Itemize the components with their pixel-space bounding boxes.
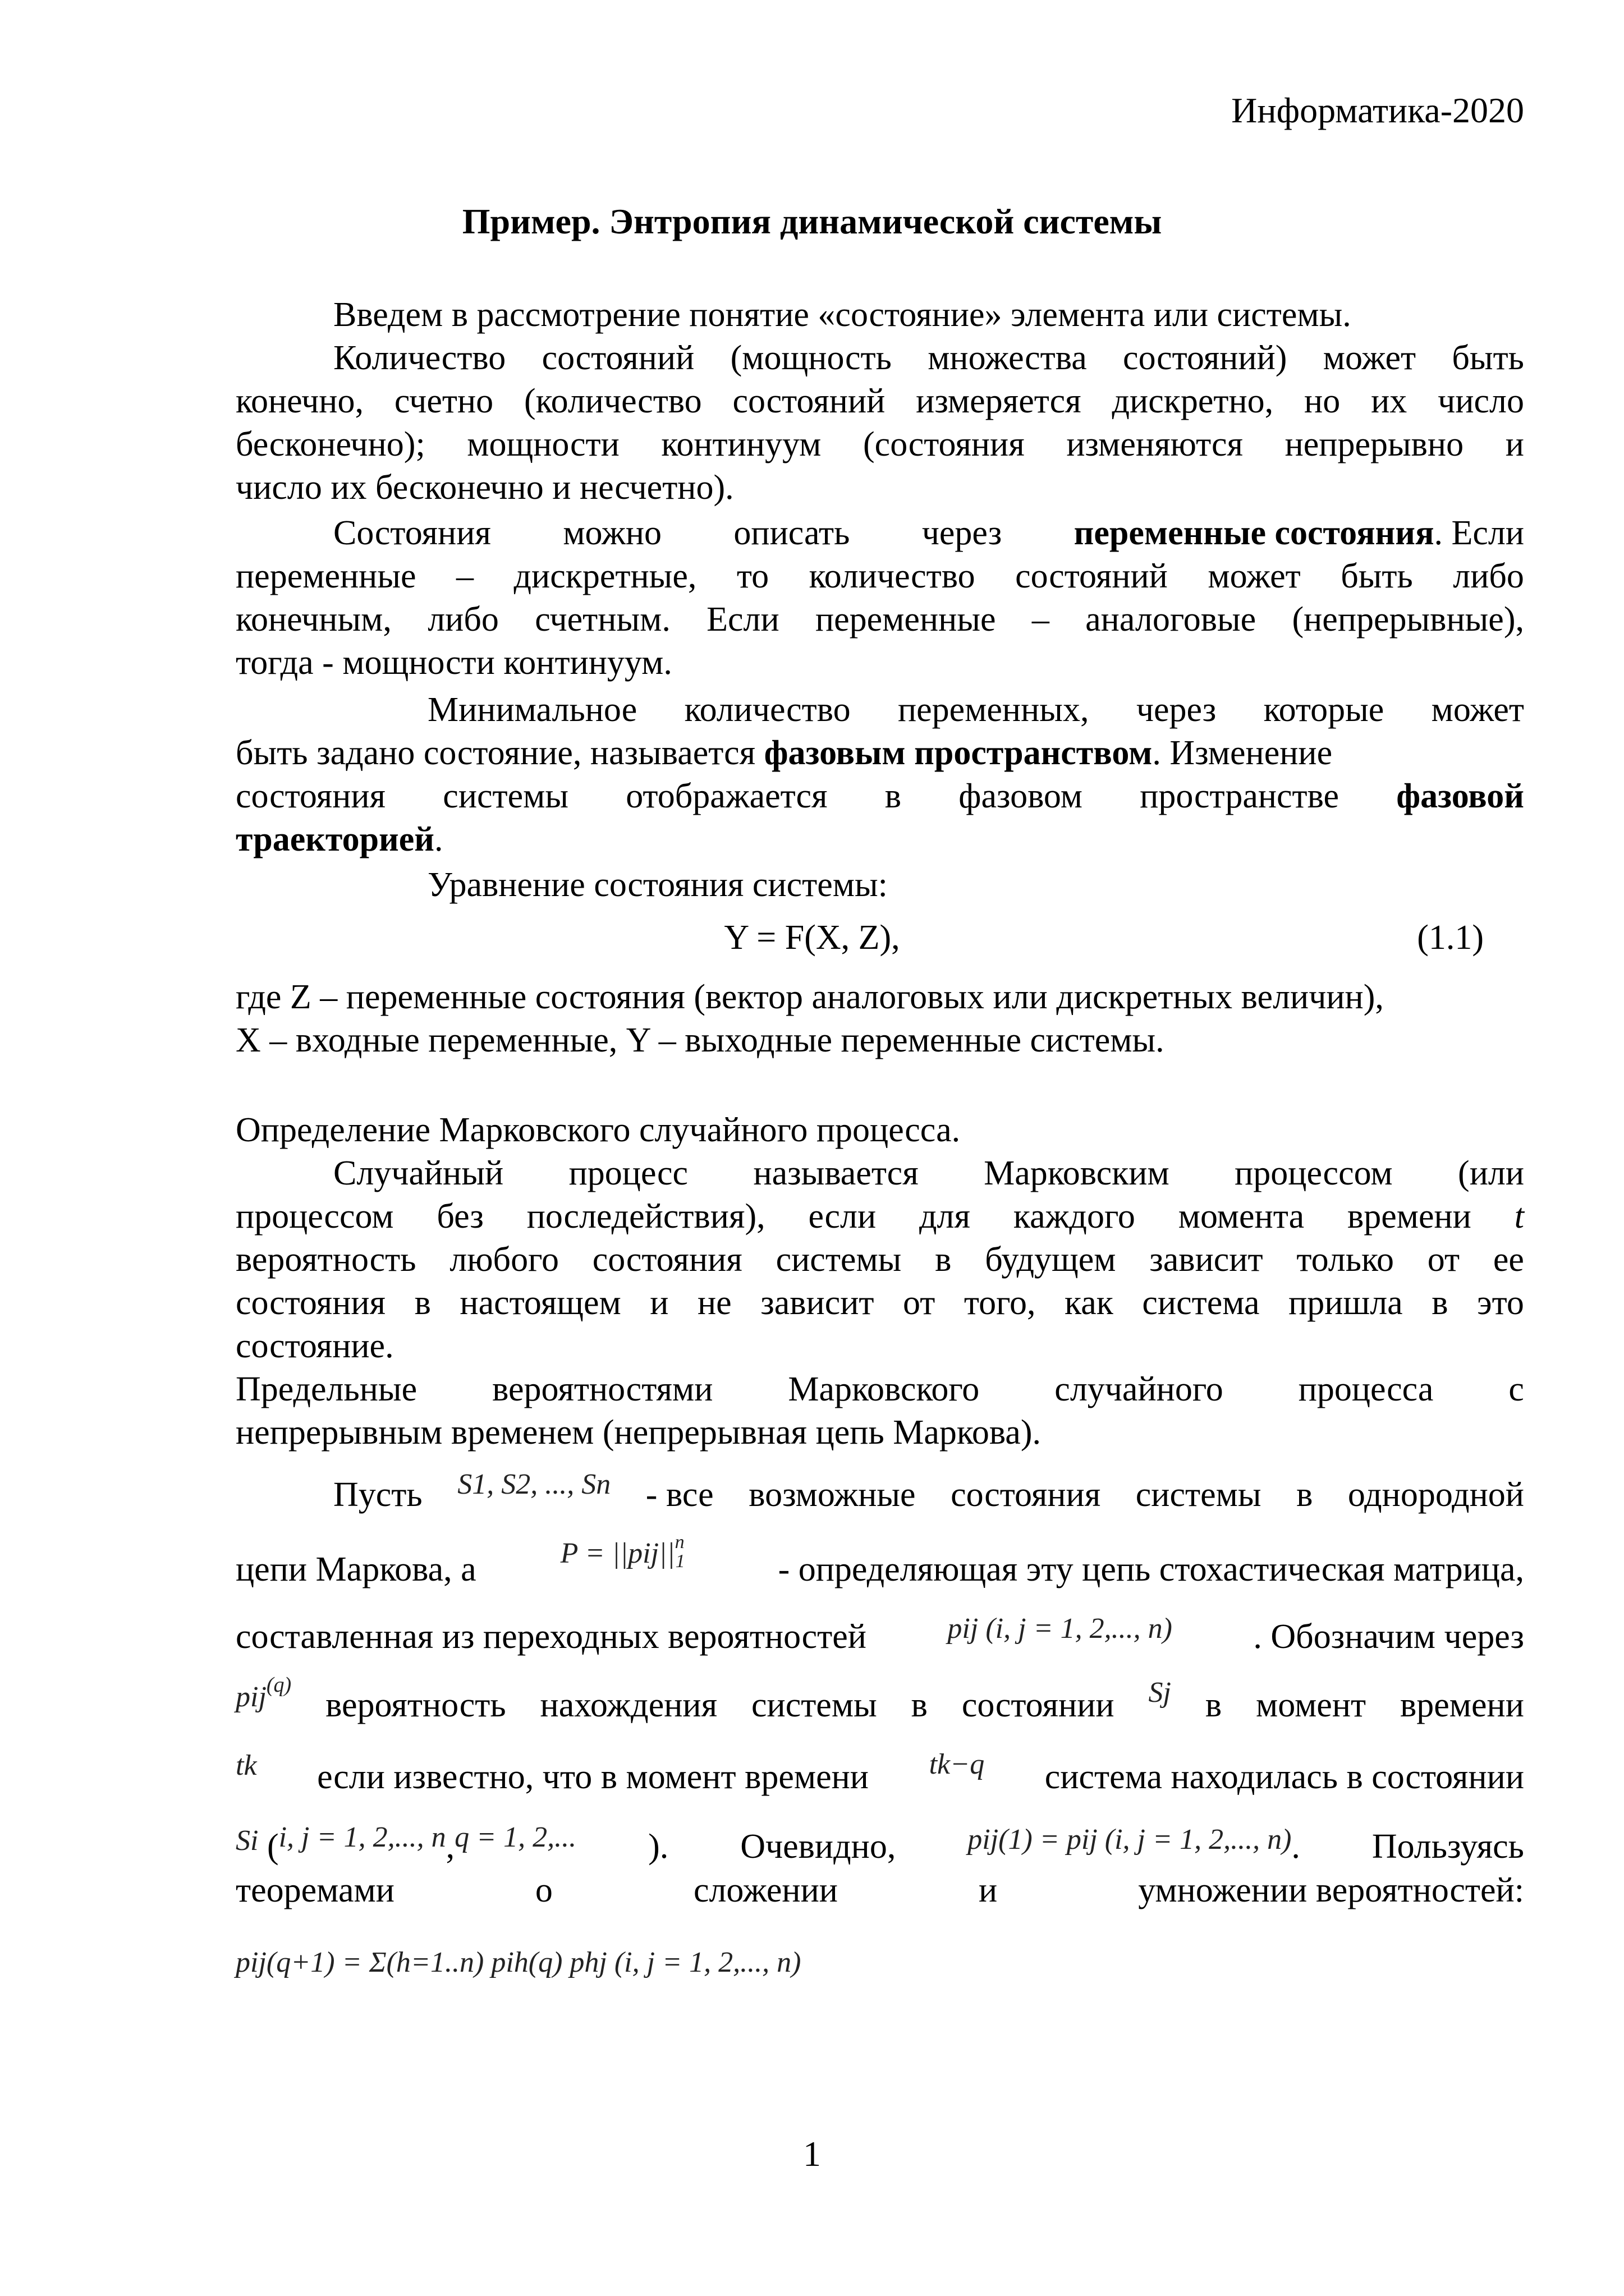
word: умножении вероятностей: <box>1138 1871 1524 1909</box>
word: и <box>978 1871 998 1909</box>
bold-term-phase-space: фазовым пространством <box>764 734 1153 772</box>
word: множества <box>928 339 1087 377</box>
word: их <box>1371 382 1407 420</box>
word: состояний <box>542 339 695 377</box>
math-q-range: q = 1, 2,... <box>455 1821 577 1853</box>
paragraph-markov-line <box>236 1195 1524 1238</box>
word: системы <box>443 777 569 815</box>
word: быть <box>1452 339 1524 377</box>
paragraph-variables-line <box>236 598 1524 641</box>
word: счетно <box>394 382 494 420</box>
paragraph-let-line <box>236 1748 1524 1799</box>
paragraph-markov-line <box>236 1238 1524 1282</box>
word: от <box>903 1284 935 1322</box>
word: – <box>1031 600 1049 639</box>
text-run: быть задано состояние, называется фазовым пространством. Изменение <box>236 734 1333 772</box>
text-run: ). <box>648 1827 669 1866</box>
paragraph-variables-line: тогда - мощности континуум. <box>236 644 672 682</box>
math-time-tk: tk <box>236 1749 257 1781</box>
word: любого <box>449 1241 559 1279</box>
paragraph-where: где Z – переменные состояния (вектор аналоговых или дискретных величин), <box>236 978 1384 1016</box>
math-group: $^{pij(1) = pij (i, j = 1, 2,..., n)}$. <box>967 1824 1300 1866</box>
word: случайного <box>1054 1370 1223 1408</box>
word: Предельные <box>236 1370 418 1408</box>
word: вероятность <box>236 1241 416 1279</box>
word: состояния <box>951 1476 1101 1514</box>
paragraph-let-line <box>236 1821 1524 1871</box>
word: в <box>884 777 902 815</box>
word: то <box>736 557 769 595</box>
word: того, <box>964 1284 1036 1322</box>
paragraph-let-line <box>236 1615 1524 1659</box>
word: может <box>1431 691 1524 729</box>
word: от <box>1427 1241 1460 1279</box>
word: процессом <box>236 1197 394 1236</box>
paragraph-states-line: число их бесконечно и несчетно). <box>236 469 734 507</box>
word: может <box>1208 557 1301 595</box>
paragraph-markov-line <box>333 1151 1524 1195</box>
word: и <box>650 1284 669 1322</box>
word: либо <box>1453 557 1524 595</box>
word: но <box>1304 382 1341 420</box>
math-states-list: S1, S2, ..., Sn <box>457 1468 611 1500</box>
paragraph-variables-line <box>236 554 1524 598</box>
word: вероятностями <box>492 1370 713 1408</box>
word: описать <box>733 514 850 552</box>
word: процесса <box>1298 1370 1434 1408</box>
word: пространстве <box>1140 777 1339 815</box>
word: (или <box>1458 1154 1524 1192</box>
word: возможные <box>749 1476 916 1514</box>
word: времени <box>1347 1197 1471 1236</box>
word: ее <box>1493 1241 1524 1279</box>
math-state-si: Si <box>236 1825 259 1857</box>
word: через <box>1136 691 1217 729</box>
word: система <box>1142 1284 1260 1322</box>
word: через <box>921 514 1002 552</box>
paragraph-phase-line <box>236 774 1524 818</box>
word: Пусть <box>333 1476 423 1514</box>
math-index-range: i, j = 1, 2,..., n <box>278 1821 446 1853</box>
word: Минимальное <box>428 691 637 729</box>
word: как <box>1065 1284 1113 1322</box>
word: состояний <box>732 382 886 420</box>
math-group: $^{Si}$ ($^{i, j = 1, 2,..., n}$,$^{q = 1, 2,...}$ <box>236 1821 577 1866</box>
word: нахождения <box>540 1686 718 1724</box>
word: измеряется <box>916 382 1081 420</box>
word: переменные <box>815 600 996 639</box>
word: (количество <box>524 382 702 420</box>
word: переменных, <box>897 691 1089 729</box>
word: называется <box>753 1154 919 1192</box>
paragraph-phase-line <box>428 688 1524 732</box>
word: отображается <box>626 777 828 815</box>
paragraph-state-equation: Уравнение состояния системы: <box>428 866 888 904</box>
word: Марковского <box>788 1370 980 1408</box>
word: это <box>1477 1284 1524 1322</box>
word: состоянии <box>961 1686 1114 1724</box>
math-first-step-equality: pij(1) = pij (i, j = 1, 2,..., n) <box>967 1824 1292 1856</box>
word: в <box>1432 1284 1448 1322</box>
italic-variable-t: t <box>1514 1197 1524 1236</box>
paragraph-states-line <box>333 336 1524 380</box>
word: состояния <box>236 777 386 815</box>
word: дискретно, <box>1112 382 1274 420</box>
word: - все <box>645 1476 714 1514</box>
word: не <box>698 1284 732 1322</box>
text-run: система находилась в состоянии <box>1044 1758 1524 1796</box>
math-state-sj: Sj <box>1148 1677 1171 1709</box>
word: процессом <box>1235 1154 1393 1192</box>
math-transition-matrix: $P = ||pij||^n1$ <box>560 1532 685 1572</box>
word: аналоговые <box>1085 600 1256 639</box>
equation-text: Y = F(X, Z), <box>724 919 900 957</box>
word: пришла <box>1288 1284 1403 1322</box>
word: Пользуясь <box>1371 1827 1524 1866</box>
paragraph-phase-line <box>236 731 1524 775</box>
word: в <box>935 1241 952 1279</box>
text-run: если известно, что в момент времени <box>317 1758 869 1796</box>
paragraph-limit-probabilities <box>236 1367 1524 1411</box>
paragraph-intro: Введем в рассмотрение понятие «состояние» элемента или системы. <box>333 296 1351 334</box>
word: дискретные, <box>513 557 697 595</box>
word: Случайный <box>333 1154 504 1192</box>
word: каждого <box>1013 1197 1135 1236</box>
equation-line <box>0 916 1624 959</box>
word: однородной <box>1347 1476 1524 1514</box>
word: момента <box>1178 1197 1305 1236</box>
text-run: - определяющая эту цепь стохастическая матрица, <box>778 1550 1524 1588</box>
paragraph-limit-probabilities: непрерывным временем (непрерывная цепь Маркова). <box>236 1413 1041 1452</box>
word: может <box>1323 339 1416 377</box>
word: вероятность <box>325 1686 506 1724</box>
word: Очевидно, <box>740 1827 896 1866</box>
word: либо <box>428 600 499 639</box>
word: времени <box>1400 1686 1524 1724</box>
word: Состояния <box>333 514 491 552</box>
paragraph-let-line <box>236 1673 1524 1729</box>
word: бесконечно); <box>236 425 425 463</box>
word: состояний <box>1015 557 1168 595</box>
word: для <box>919 1197 971 1236</box>
word: счетным. <box>535 600 671 639</box>
word: непрерывно <box>1284 425 1464 463</box>
word: Если <box>707 600 779 639</box>
word: переменные <box>236 557 416 595</box>
paragraph-variables-line <box>333 511 1524 555</box>
word: зависит <box>760 1284 874 1322</box>
word: конечным, <box>236 600 392 639</box>
document-title: Пример. Энтропия динамической системы <box>462 201 1162 241</box>
word: с <box>1508 1370 1524 1408</box>
word: изменяются <box>1066 425 1243 463</box>
word: без <box>437 1197 484 1236</box>
text-run: . Обозначим через <box>1253 1618 1524 1656</box>
page-number: 1 <box>803 2134 821 2174</box>
text-run: цепи Маркова, а <box>236 1550 476 1588</box>
text-run: составленная из переходных вероятностей <box>236 1618 866 1656</box>
paragraph-where: X – входные переменные, Y – выходные переменные системы. <box>236 1021 1164 1059</box>
word: в <box>911 1686 928 1724</box>
word: состояния <box>236 1284 386 1322</box>
word: (непрерывные), <box>1292 600 1524 639</box>
word: (состояния <box>863 425 1025 463</box>
word: если <box>808 1197 877 1236</box>
word: теоремами <box>236 1871 394 1909</box>
word: быть <box>1341 557 1413 595</box>
word: момент <box>1256 1686 1366 1724</box>
math-time-tk-q: tk−q <box>929 1748 985 1780</box>
word: последействия), <box>526 1197 765 1236</box>
word: системы <box>776 1241 902 1279</box>
word: – <box>456 557 474 595</box>
word: будущем <box>985 1241 1116 1279</box>
word: о <box>535 1871 553 1909</box>
word: Количество <box>333 339 506 377</box>
running-header: Информатика-2020 <box>1231 90 1524 130</box>
word: фазовом <box>958 777 1082 815</box>
word: континуум <box>661 425 822 463</box>
bold-term-phase: фазовой <box>1396 777 1524 815</box>
word: настоящем <box>460 1284 621 1322</box>
bold-term-trajectory: траекторией <box>236 820 435 858</box>
word: количество <box>684 691 851 729</box>
word: в <box>1296 1476 1313 1514</box>
word: (мощность <box>730 339 892 377</box>
paragraph-states-line <box>236 379 1524 423</box>
word: которые <box>1263 691 1384 729</box>
word: сложении <box>693 1871 838 1909</box>
paragraph-states-line <box>236 423 1524 466</box>
word: и <box>1505 425 1524 463</box>
word: зависит <box>1149 1241 1263 1279</box>
paragraph-markov-definition-heading: Определение Марковского случайного процесса. <box>236 1111 961 1149</box>
word: процесс <box>568 1154 689 1192</box>
word: число <box>1438 382 1524 420</box>
word: Марковским <box>984 1154 1169 1192</box>
math-chapman-kolmogorov-equation: pij(q+1) = Σ(h=1..n) pih(q) phj (i, j = 1, 2,..., n) <box>236 1946 801 1978</box>
paragraph-let-line <box>333 1468 1524 1517</box>
word: системы <box>751 1686 877 1724</box>
word: системы <box>1135 1476 1261 1514</box>
math-probability-q: pij$^{(q)}$ <box>236 1673 292 1713</box>
word: в <box>414 1284 431 1322</box>
math-transition-probabilities: pij (i, j = 1, 2,..., n) <box>947 1613 1172 1645</box>
word: количество <box>809 557 975 595</box>
equation-number: (1.1) <box>1417 919 1484 957</box>
paragraph-markov-line: состояние. <box>236 1327 394 1365</box>
word: состояний) <box>1123 339 1287 377</box>
word: мощности <box>467 425 620 463</box>
word: конечно, <box>236 382 364 420</box>
paragraph-markov-line <box>236 1281 1524 1325</box>
paragraph-phase-line: траекторией. <box>236 820 443 858</box>
paragraph-let-line <box>236 1532 1524 1595</box>
word: в <box>1205 1686 1222 1724</box>
word: можно <box>563 514 662 552</box>
word: состояния <box>592 1241 742 1279</box>
word: только <box>1296 1241 1394 1279</box>
paragraph-let-line <box>236 1868 1524 1912</box>
bold-term-state-variables: переменные состояния. Если <box>1074 514 1524 552</box>
